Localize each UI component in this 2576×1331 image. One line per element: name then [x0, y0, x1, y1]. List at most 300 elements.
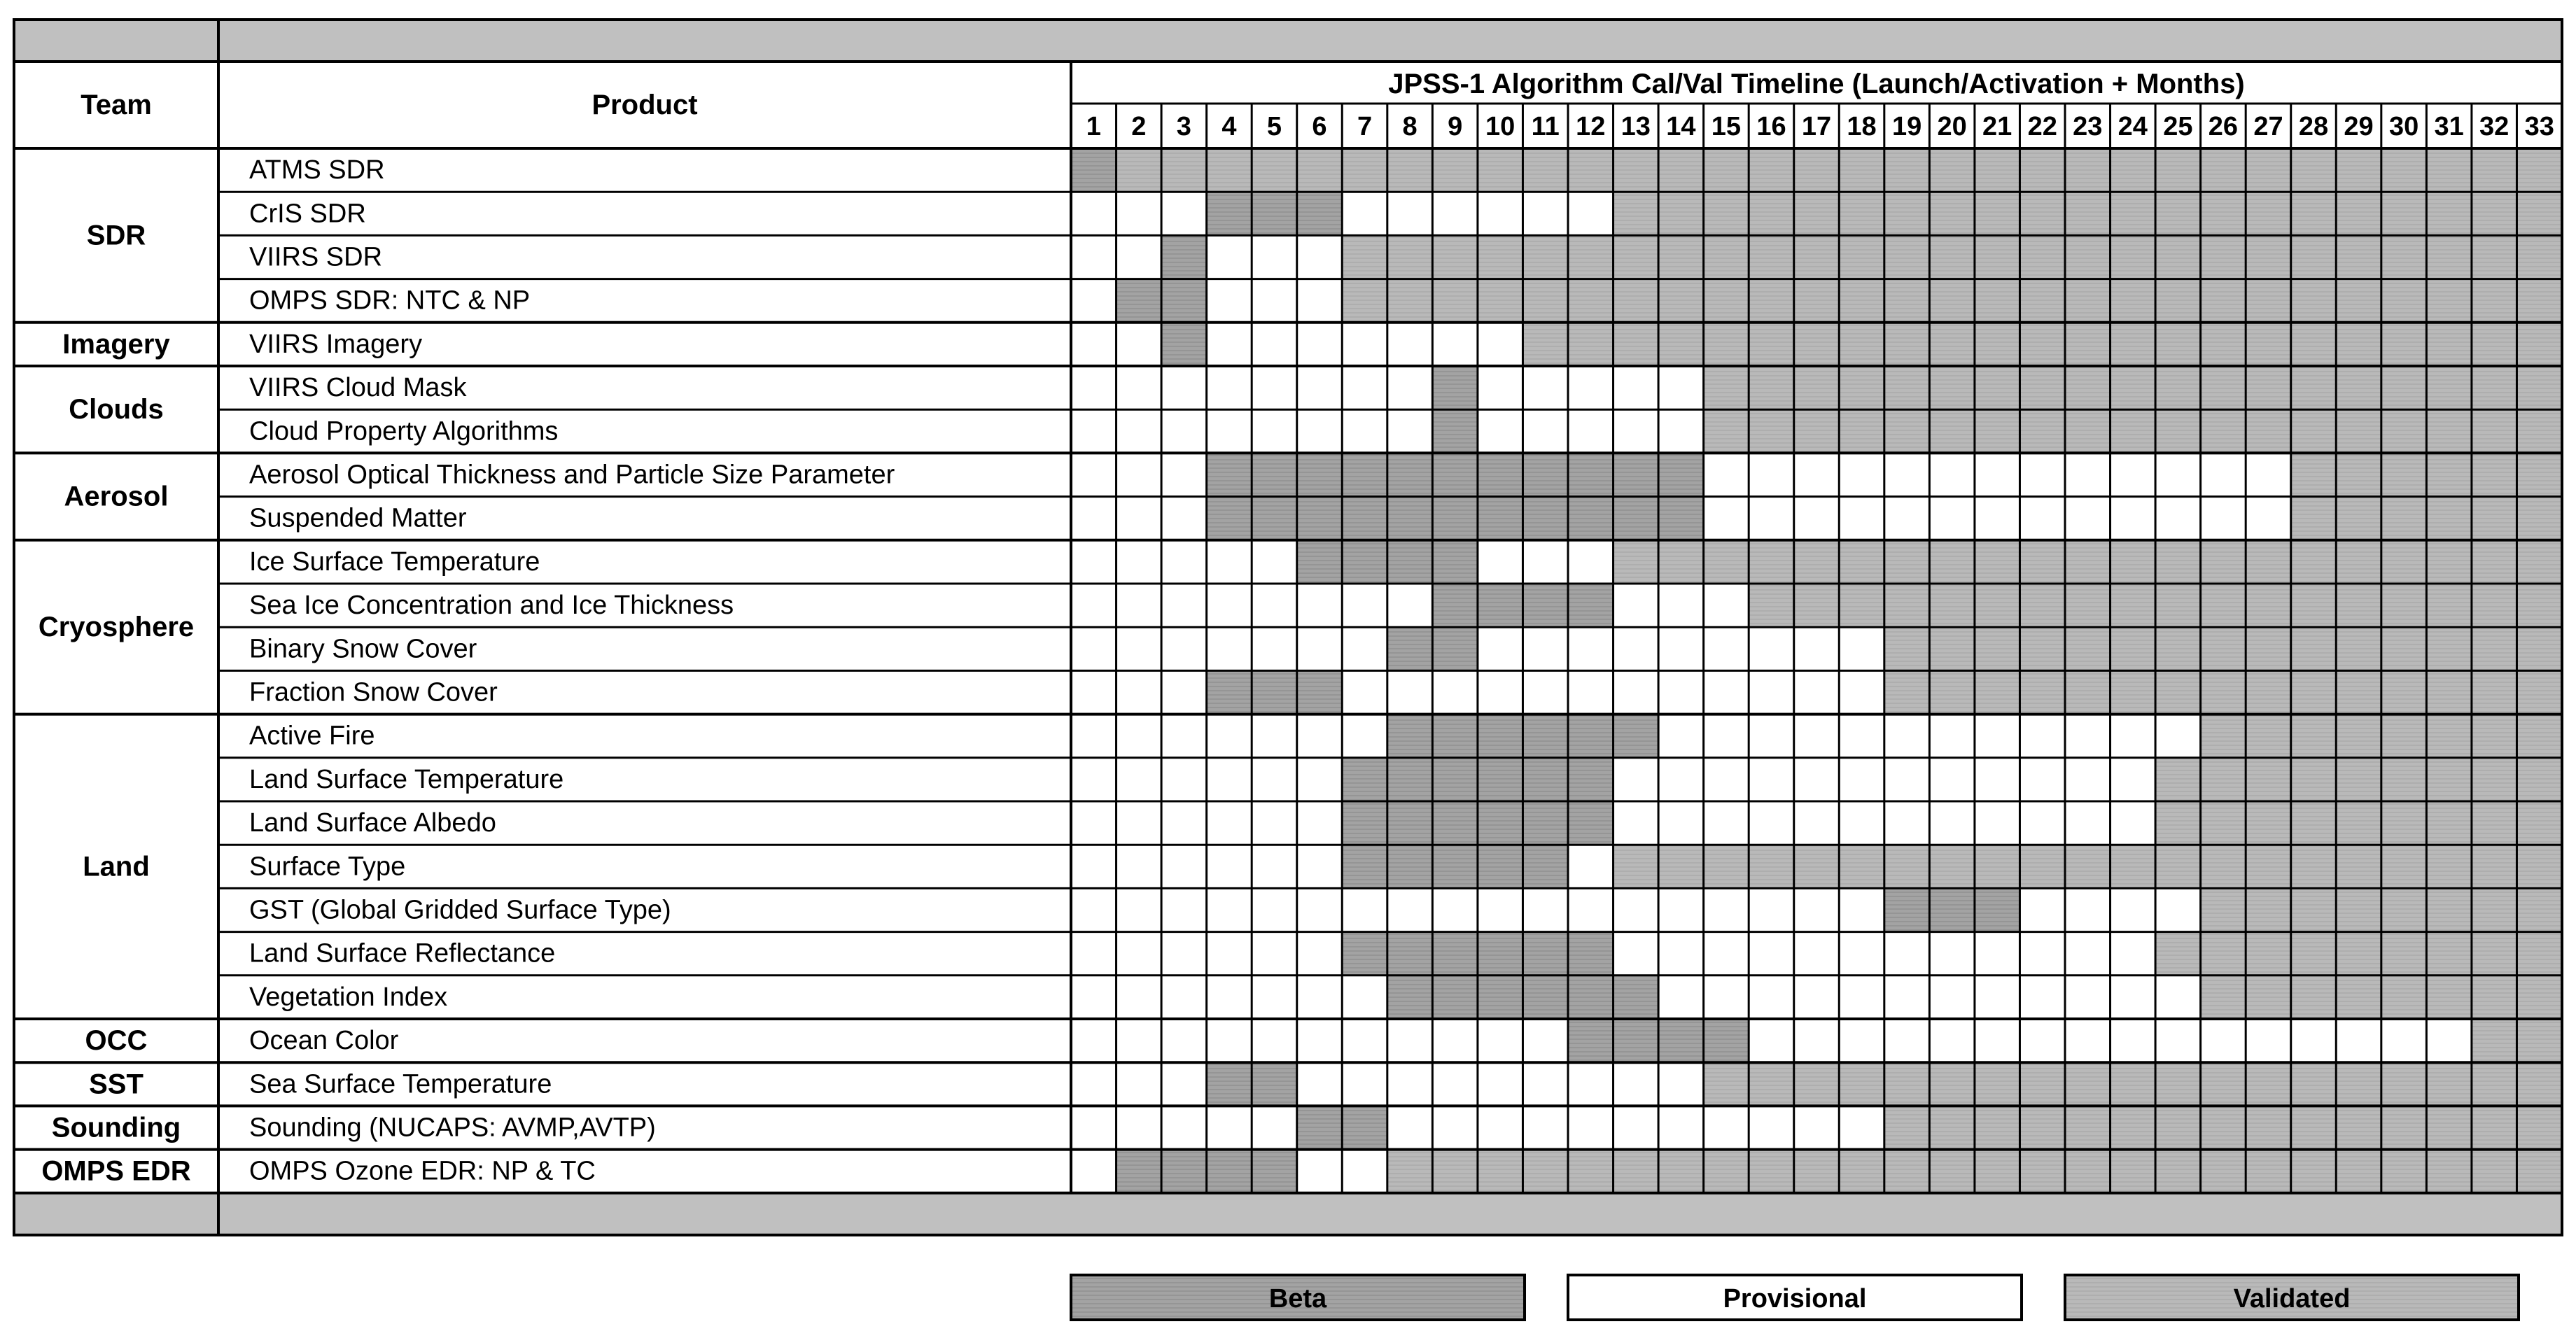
- timeline-cell-provisional: [1387, 323, 1433, 366]
- timeline-cell-provisional: [1161, 497, 1207, 540]
- team-label: Aerosol: [64, 481, 169, 512]
- timeline-cell-provisional: [1884, 801, 1930, 845]
- timeline-cell-validated: [2201, 1150, 2246, 1193]
- timeline-cell-provisional: [2110, 714, 2156, 758]
- product-label: ATMS SDR: [249, 155, 385, 185]
- timeline-cell-provisional: [1116, 584, 1162, 627]
- timeline-cell-provisional: [2065, 801, 2110, 845]
- timeline-cell-validated: [1704, 279, 1749, 323]
- timeline-cell-provisional: [2110, 453, 2156, 496]
- timeline-cell-beta: [1432, 801, 1478, 845]
- timeline-cell-validated: [2246, 409, 2291, 453]
- timeline-cell-provisional: [1658, 584, 1704, 627]
- timeline-cell-validated: [1839, 1150, 1884, 1193]
- timeline-cell-beta: [1522, 497, 1568, 540]
- timeline-cell-provisional: [1929, 758, 1975, 801]
- timeline-cell-provisional: [1839, 976, 1884, 1019]
- timeline-cell-validated: [2110, 845, 2156, 888]
- timeline-cell-provisional: [1478, 540, 1523, 584]
- timeline-cell-validated: [2516, 409, 2562, 453]
- timeline-cell-validated: [2381, 409, 2427, 453]
- timeline-cell-validated: [1839, 540, 1884, 584]
- timeline-cell-provisional: [2110, 932, 2156, 976]
- timeline-cell-validated: [1614, 1150, 1659, 1193]
- timeline-cell-validated: [2291, 540, 2337, 584]
- timeline-cell-validated: [1568, 1150, 1614, 1193]
- timeline-cell-validated: [1929, 409, 1975, 453]
- timeline-cell-validated: [1342, 235, 1387, 279]
- timeline-cell-validated: [1839, 235, 1884, 279]
- timeline-cell-provisional: [1297, 714, 1343, 758]
- timeline-cell-validated: [1614, 323, 1659, 366]
- timeline-cell-provisional: [1614, 1062, 1659, 1106]
- timeline-cell-validated: [2516, 497, 2562, 540]
- timeline-cell-provisional: [1116, 627, 1162, 670]
- timeline-cell-validated: [2336, 497, 2381, 540]
- timeline-cell-validated: [2291, 323, 2337, 366]
- timeline-cell-provisional: [1614, 584, 1659, 627]
- timeline-cell-provisional: [1704, 758, 1749, 801]
- timeline-cell-validated: [2065, 670, 2110, 714]
- timeline-cell-validated: [1929, 279, 1975, 323]
- timeline-cell-provisional: [1161, 845, 1207, 888]
- timeline-cell-validated: [1794, 366, 1840, 409]
- timeline-cell-validated: [2426, 714, 2472, 758]
- product-header: Product: [592, 90, 698, 120]
- timeline-cell-validated: [2336, 801, 2381, 845]
- timeline-cell-validated: [1839, 845, 1884, 888]
- timeline-cell-beta: [1252, 1062, 1297, 1106]
- timeline-cell-beta: [1522, 453, 1568, 496]
- timeline-cell-validated: [1794, 409, 1840, 453]
- timeline-cell-validated: [1252, 148, 1297, 192]
- timeline-cell-validated: [1794, 192, 1840, 235]
- month-tick-label: 30: [2388, 112, 2419, 141]
- timeline-cell-validated: [2472, 148, 2517, 192]
- timeline-cell-validated: [1839, 148, 1884, 192]
- timeline-cell-validated: [2065, 235, 2110, 279]
- timeline-cell-provisional: [1297, 1062, 1343, 1106]
- timeline-cell-provisional: [1387, 192, 1433, 235]
- timeline-cell-validated: [1568, 279, 1614, 323]
- month-tick-label: 33: [2524, 112, 2554, 141]
- timeline-cell-provisional: [2065, 976, 2110, 1019]
- timeline-cell-validated: [2426, 670, 2472, 714]
- timeline-cell-beta: [1342, 453, 1387, 496]
- timeline-cell-validated: [2516, 801, 2562, 845]
- timeline-cell-beta: [1207, 453, 1252, 496]
- timeline-cell-provisional: [1116, 192, 1162, 235]
- timeline-cell-validated: [2155, 845, 2201, 888]
- timeline-cell-provisional: [1207, 888, 1252, 931]
- timeline-cell-provisional: [1161, 670, 1207, 714]
- timeline-cell-provisional: [1749, 976, 1794, 1019]
- timeline-cell-validated: [2065, 845, 2110, 888]
- timeline-cell-provisional: [1342, 323, 1387, 366]
- timeline-cell-validated: [2426, 279, 2472, 323]
- timeline-cell-provisional: [1071, 584, 1116, 627]
- timeline-cell-validated: [1704, 235, 1749, 279]
- timeline-cell-validated: [2246, 279, 2291, 323]
- timeline-cell-validated: [2155, 758, 2201, 801]
- timeline-cell-beta: [1522, 714, 1568, 758]
- product-label: Ocean Color: [249, 1026, 399, 1056]
- timeline-cell-beta: [1614, 714, 1659, 758]
- timeline-cell-provisional: [1161, 409, 1207, 453]
- timeline-cell-provisional: [1658, 801, 1704, 845]
- timeline-cell-provisional: [1478, 1062, 1523, 1106]
- legend-label-provisional: Provisional: [1723, 1284, 1867, 1314]
- timeline-cell-beta: [1568, 801, 1614, 845]
- timeline-cell-validated: [2472, 192, 2517, 235]
- timeline-cell-validated: [2516, 976, 2562, 1019]
- timeline-cell-provisional: [1704, 714, 1749, 758]
- timeline-cell-provisional: [1161, 540, 1207, 584]
- timeline-cell-provisional: [1568, 192, 1614, 235]
- timeline-cell-validated: [1929, 670, 1975, 714]
- timeline-cell-provisional: [1794, 1106, 1840, 1149]
- timeline-cell-validated: [2336, 323, 2381, 366]
- timeline-cell-provisional: [1478, 323, 1523, 366]
- timeline-cell-validated: [2201, 279, 2246, 323]
- timeline-cell-validated: [2155, 148, 2201, 192]
- timeline-cell-validated: [2019, 1106, 2065, 1149]
- timeline-cell-provisional: [1116, 540, 1162, 584]
- month-tick-label: 25: [2163, 112, 2193, 141]
- timeline-cell-validated: [2019, 279, 2065, 323]
- timeline-cell-provisional: [1839, 627, 1884, 670]
- timeline-cell-provisional: [1658, 758, 1704, 801]
- timeline-cell-validated: [1794, 148, 1840, 192]
- timeline-cell-provisional: [1568, 627, 1614, 670]
- timeline-cell-validated: [2472, 670, 2517, 714]
- timeline-cell-validated: [2201, 976, 2246, 1019]
- timeline-cell-provisional: [1252, 845, 1297, 888]
- timeline-cell-beta: [1929, 888, 1975, 931]
- month-tick-label: 32: [2479, 112, 2510, 141]
- timeline-cell-provisional: [1614, 888, 1659, 931]
- timeline-cell-provisional: [1794, 976, 1840, 1019]
- timeline-cell-validated: [1478, 279, 1523, 323]
- timeline-cell-provisional: [2155, 888, 2201, 931]
- timeline-cell-validated: [2155, 366, 2201, 409]
- product-label: OMPS SDR: NTC & NP: [249, 286, 531, 316]
- timeline-cell-validated: [1704, 1062, 1749, 1106]
- timeline-cell-validated: [2110, 148, 2156, 192]
- timeline-cell-validated: [2065, 1106, 2110, 1149]
- timeline-cell-provisional: [2201, 1019, 2246, 1062]
- timeline-cell-provisional: [1749, 627, 1794, 670]
- timeline-cell-provisional: [1975, 453, 2020, 496]
- timeline-cell-provisional: [1297, 627, 1343, 670]
- timeline-cell-validated: [1749, 323, 1794, 366]
- timeline-cell-validated: [2381, 540, 2427, 584]
- timeline-cell-provisional: [1975, 714, 2020, 758]
- timeline-cell-provisional: [2155, 976, 2201, 1019]
- timeline-cell-beta: [1568, 932, 1614, 976]
- timeline-cell-validated: [2019, 584, 2065, 627]
- timeline-cell-provisional: [1071, 1106, 1116, 1149]
- timeline-cell-validated: [2110, 670, 2156, 714]
- timeline-cell-validated: [1929, 323, 1975, 366]
- timeline-cell-provisional: [2110, 976, 2156, 1019]
- timeline-cell-validated: [2516, 279, 2562, 323]
- timeline-cell-validated: [1658, 279, 1704, 323]
- timeline-cell-validated: [1614, 279, 1659, 323]
- timeline-cell-validated: [2201, 714, 2246, 758]
- timeline-cell-provisional: [1522, 540, 1568, 584]
- timeline-cell-provisional: [1432, 1019, 1478, 1062]
- timeline-cell-validated: [1432, 279, 1478, 323]
- timeline-cell-validated: [2291, 192, 2337, 235]
- timeline-cell-validated: [2516, 714, 2562, 758]
- timeline-cell-provisional: [1929, 976, 1975, 1019]
- timeline-cell-beta: [1614, 1019, 1659, 1062]
- timeline-cell-validated: [2381, 453, 2427, 496]
- timeline-cell-beta: [1614, 976, 1659, 1019]
- timeline-cell-validated: [2201, 932, 2246, 976]
- timeline-cell-validated: [1704, 1150, 1749, 1193]
- month-tick-label: 21: [1982, 112, 2012, 141]
- timeline-cell-validated: [2516, 1106, 2562, 1149]
- timeline-cell-validated: [1704, 366, 1749, 409]
- timeline-cell-validated: [1749, 148, 1794, 192]
- timeline-cell-validated: [1929, 845, 1975, 888]
- timeline-cell-provisional: [1749, 1106, 1794, 1149]
- timeline-cell-beta: [1432, 976, 1478, 1019]
- timeline-cell-validated: [1975, 409, 2020, 453]
- timeline-cell-validated: [2155, 235, 2201, 279]
- product-label: CrIS SDR: [249, 199, 366, 229]
- timeline-cell-validated: [2472, 714, 2517, 758]
- timeline-cell-beta: [1207, 670, 1252, 714]
- timeline-cell-provisional: [1794, 627, 1840, 670]
- timeline-cell-beta: [1342, 497, 1387, 540]
- timeline-cell-validated: [2472, 845, 2517, 888]
- timeline-cell-validated: [2291, 670, 2337, 714]
- team-label: Imagery: [62, 328, 170, 360]
- timeline-cell-validated: [2516, 540, 2562, 584]
- timeline-cell-validated: [1975, 540, 2020, 584]
- timeline-cell-beta: [1387, 714, 1433, 758]
- timeline-cell-provisional: [2201, 453, 2246, 496]
- timeline-cell-beta: [1522, 932, 1568, 976]
- timeline-cell-validated: [1884, 148, 1930, 192]
- timeline-cell-beta: [1522, 758, 1568, 801]
- timeline-cell-validated: [2065, 1150, 2110, 1193]
- timeline-cell-validated: [2291, 627, 2337, 670]
- timeline-cell-beta: [1568, 976, 1614, 1019]
- timeline-cell-validated: [2381, 670, 2427, 714]
- timeline-cell-validated: [1568, 148, 1614, 192]
- product-label: Vegetation Index: [249, 982, 448, 1012]
- timeline-cell-provisional: [1342, 1062, 1387, 1106]
- team-label: Sounding: [51, 1112, 181, 1143]
- timeline-cell-provisional: [1568, 1106, 1614, 1149]
- timeline-cell-beta: [1658, 1019, 1704, 1062]
- timeline-cell-validated: [2110, 279, 2156, 323]
- timeline-cell-beta: [1522, 976, 1568, 1019]
- timeline-cell-validated: [1794, 540, 1840, 584]
- timeline-cell-beta: [1432, 497, 1478, 540]
- product-label: Fraction Snow Cover: [249, 677, 498, 707]
- timeline-cell-provisional: [1387, 888, 1433, 931]
- timeline-cell-provisional: [1658, 409, 1704, 453]
- timeline-cell-validated: [2110, 235, 2156, 279]
- timeline-cell-provisional: [1704, 888, 1749, 931]
- month-tick-label: 6: [1312, 112, 1327, 141]
- timeline-cell-provisional: [2019, 1019, 2065, 1062]
- timeline-cell-validated: [2381, 976, 2427, 1019]
- timeline-cell-beta: [1704, 1019, 1749, 1062]
- timeline-cell-provisional: [1387, 584, 1433, 627]
- timeline-cell-beta: [1252, 1150, 1297, 1193]
- timeline-cell-provisional: [1116, 714, 1162, 758]
- timeline-cell-validated: [2336, 627, 2381, 670]
- timeline-cell-provisional: [1929, 497, 1975, 540]
- timeline-cell-provisional: [1387, 1106, 1433, 1149]
- timeline-cell-beta: [1432, 714, 1478, 758]
- timeline-cell-provisional: [1297, 976, 1343, 1019]
- timeline-cell-beta: [1207, 497, 1252, 540]
- timeline-cell-beta: [1297, 540, 1343, 584]
- timeline-cell-validated: [2019, 670, 2065, 714]
- timeline-cell-validated: [1839, 584, 1884, 627]
- timeline-cell-beta: [1252, 453, 1297, 496]
- timeline-cell-provisional: [1207, 540, 1252, 584]
- timeline-cell-provisional: [1658, 366, 1704, 409]
- timeline-cell-validated: [2472, 584, 2517, 627]
- timeline-cell-beta: [1387, 801, 1433, 845]
- timeline-cell-validated: [2110, 540, 2156, 584]
- timeline-cell-provisional: [1614, 801, 1659, 845]
- timeline-cell-validated: [2155, 1062, 2201, 1106]
- timeline-cell-beta: [1432, 627, 1478, 670]
- timeline-cell-provisional: [1387, 670, 1433, 714]
- timeline-cell-provisional: [2019, 801, 2065, 845]
- timeline-cell-validated: [1522, 1150, 1568, 1193]
- timeline-cell-provisional: [1432, 888, 1478, 931]
- timeline-cell-validated: [1387, 148, 1433, 192]
- timeline-cell-validated: [2155, 670, 2201, 714]
- timeline-cell-provisional: [1387, 409, 1433, 453]
- product-label: Surface Type: [249, 852, 406, 882]
- timeline-cell-validated: [2516, 758, 2562, 801]
- timeline-cell-provisional: [1342, 192, 1387, 235]
- timeline-cell-provisional: [1839, 1019, 1884, 1062]
- timeline-cell-validated: [2291, 409, 2337, 453]
- timeline-cell-provisional: [1161, 932, 1207, 976]
- timeline-cell-provisional: [1929, 714, 1975, 758]
- timeline-cell-validated: [2516, 323, 2562, 366]
- timeline-cell-provisional: [1297, 409, 1343, 453]
- timeline-cell-validated: [2246, 1106, 2291, 1149]
- timeline-cell-validated: [2336, 932, 2381, 976]
- timeline-cell-provisional: [1342, 584, 1387, 627]
- timeline-cell-provisional: [1658, 670, 1704, 714]
- timeline-cell-beta: [1342, 801, 1387, 845]
- timeline-cell-beta: [1387, 976, 1433, 1019]
- timeline-cell-validated: [1929, 1062, 1975, 1106]
- timeline-cell-validated: [2246, 758, 2291, 801]
- timeline-cell-provisional: [1116, 670, 1162, 714]
- timeline-cell-provisional: [1297, 932, 1343, 976]
- timeline-cell-beta: [1297, 670, 1343, 714]
- timeline-cell-validated: [2516, 453, 2562, 496]
- timeline-cell-validated: [2336, 1106, 2381, 1149]
- timeline-cell-validated: [2246, 540, 2291, 584]
- timeline-cell-provisional: [1975, 801, 2020, 845]
- timeline-cell-beta: [1252, 670, 1297, 714]
- timeline-cell-validated: [1884, 366, 1930, 409]
- timeline-cell-validated: [2110, 1062, 2156, 1106]
- timeline-cell-validated: [1207, 148, 1252, 192]
- timeline-cell-provisional: [1929, 1019, 1975, 1062]
- timeline-cell-validated: [1704, 323, 1749, 366]
- timeline-cell-validated: [1522, 279, 1568, 323]
- product-label: VIIRS Cloud Mask: [249, 373, 467, 403]
- timeline-cell-beta: [1432, 758, 1478, 801]
- legend-label-beta: Beta: [1268, 1284, 1327, 1314]
- timeline-cell-provisional: [1297, 758, 1343, 801]
- timeline-cell-provisional: [2110, 758, 2156, 801]
- timeline-cell-validated: [2201, 888, 2246, 931]
- timeline-cell-provisional: [1929, 453, 1975, 496]
- timeline-cell-provisional: [1704, 453, 1749, 496]
- timeline-cell-provisional: [1342, 1150, 1387, 1193]
- timeline-cell-validated: [2110, 627, 2156, 670]
- timeline-cell-validated: [2155, 279, 2201, 323]
- timeline-cell-beta: [1658, 453, 1704, 496]
- timeline-cell-validated: [2291, 366, 2337, 409]
- timeline-cell-beta: [1614, 497, 1659, 540]
- timeline-cell-provisional: [1071, 845, 1116, 888]
- timeline-cell-validated: [1884, 1150, 1930, 1193]
- timeline-cell-validated: [2019, 148, 2065, 192]
- timeline-cell-validated: [2110, 1106, 2156, 1149]
- timeline-cell-validated: [2336, 235, 2381, 279]
- timeline-cell-beta: [1432, 453, 1478, 496]
- timeline-cell-provisional: [1432, 670, 1478, 714]
- timeline-cell-validated: [2516, 1150, 2562, 1193]
- timeline-cell-beta: [1387, 758, 1433, 801]
- timeline-cell-validated: [2246, 714, 2291, 758]
- month-tick-label: 18: [1847, 112, 1877, 141]
- timeline-cell-validated: [2201, 845, 2246, 888]
- timeline-cell-beta: [1342, 540, 1387, 584]
- timeline-cell-validated: [2201, 148, 2246, 192]
- timeline-cell-validated: [2472, 453, 2517, 496]
- timeline-cell-provisional: [1116, 323, 1162, 366]
- timeline-cell-validated: [2426, 1150, 2472, 1193]
- team-label: Clouds: [69, 394, 164, 425]
- timeline-cell-provisional: [1749, 1019, 1794, 1062]
- timeline-cell-validated: [2155, 1150, 2201, 1193]
- timeline-cell-validated: [1975, 1062, 2020, 1106]
- timeline-cell-provisional: [1207, 801, 1252, 845]
- timeline-cell-provisional: [1614, 1106, 1659, 1149]
- timeline-cell-provisional: [1161, 976, 1207, 1019]
- timeline-cell-validated: [2381, 801, 2427, 845]
- timeline-cell-provisional: [1297, 279, 1343, 323]
- timeline-cell-validated: [2155, 932, 2201, 976]
- timeline-cell-validated: [2291, 714, 2337, 758]
- timeline-cell-validated: [2336, 584, 2381, 627]
- timeline-cell-validated: [1975, 845, 2020, 888]
- timeline-cell-provisional: [1342, 627, 1387, 670]
- timeline-cell-beta: [1387, 497, 1433, 540]
- timeline-cell-provisional: [1387, 1019, 1433, 1062]
